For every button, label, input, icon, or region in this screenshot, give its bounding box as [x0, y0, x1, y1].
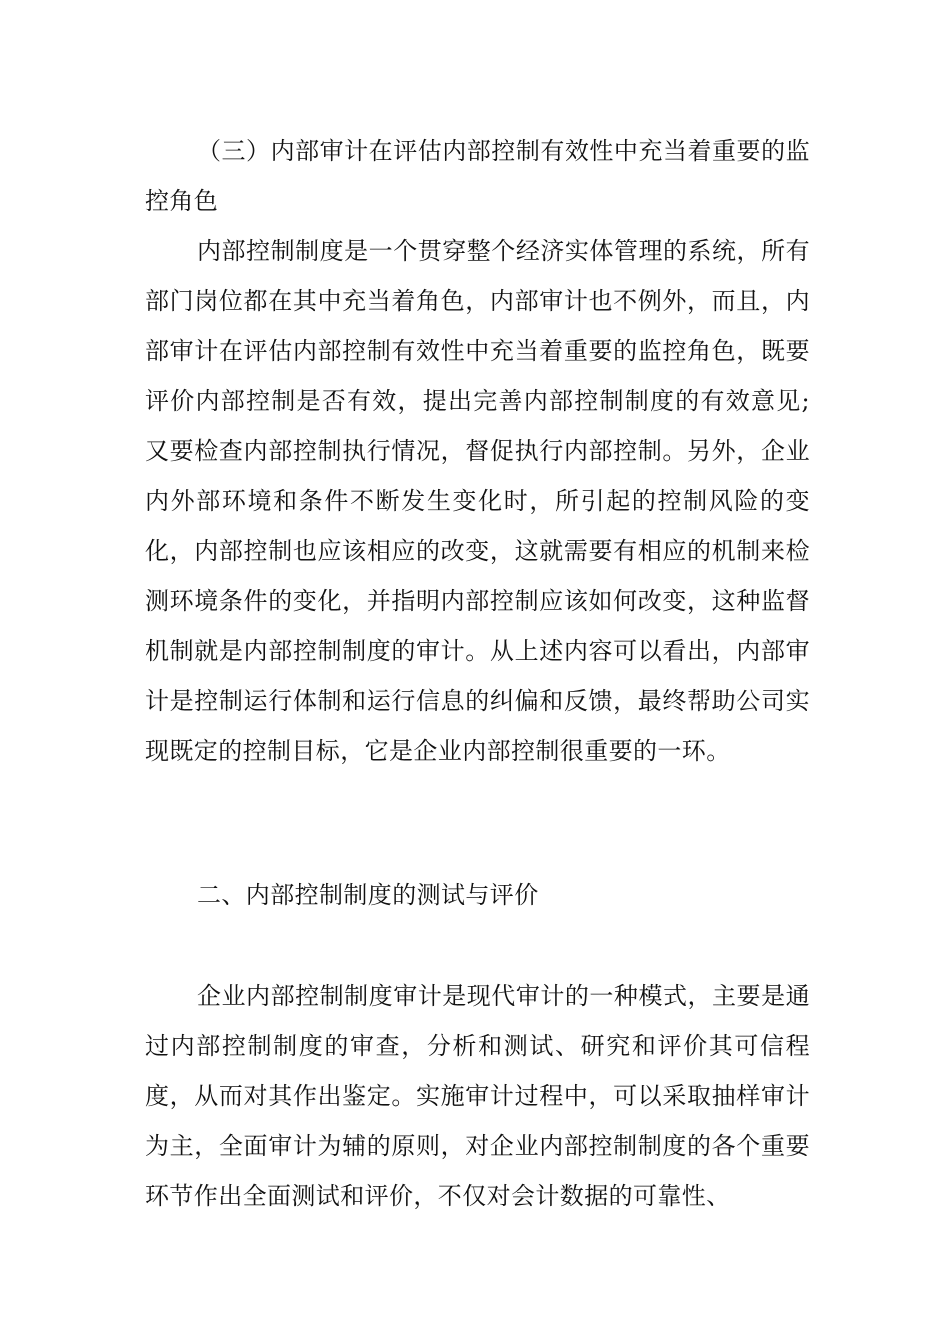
paragraph-audit-mode: 企业内部控制制度审计是现代审计的一种模式，主要是通过内部控制制度的审查，分析和测试、研究和评价其可信程度，从而对其作出鉴定。实施审计过程中，可以采取抽样审计为主，全面审计为辅的原则，对企业内部控制制度的各个重要环节作出全面测试和评价，不仅对会计数据的可靠性、: [145, 982, 810, 1210]
section-heading-testing-evaluation: 二、内部控制制度的测试与评价: [197, 881, 539, 909]
subheading-internal-audit-role: （三）内部审计在评估内部控制有效性中充当着重要的监控角色: [145, 137, 810, 215]
paragraph-internal-control-system: 内部控制制度是一个贯穿整个经济实体管理的系统，所有部门岗位都在其中充当着角色，内部审计也不例外，而且，内部审计在评估内部控制有效性中充当着重要的监控角色，既要评价内部控制是否有效，提出完善内部控制制度的有效意见;又要检查内部控制执行情况，督促执行内部控制。另外，企业内外部环境和条件不断发生变化时，所引起的控制风险的变化，内部控制也应该相应的改变，这就需要有相应的机制来检测环境条件的变化，并指明内部控制应该如何改变，这种监督机制就是内部控制制度的审计。从上述内容可以看出，内部审计是控制运行体制和运行信息的纠偏和反馈，最终帮助公司实现既定的控制目标，它是企业内部控制很重要的一环。: [145, 237, 810, 765]
